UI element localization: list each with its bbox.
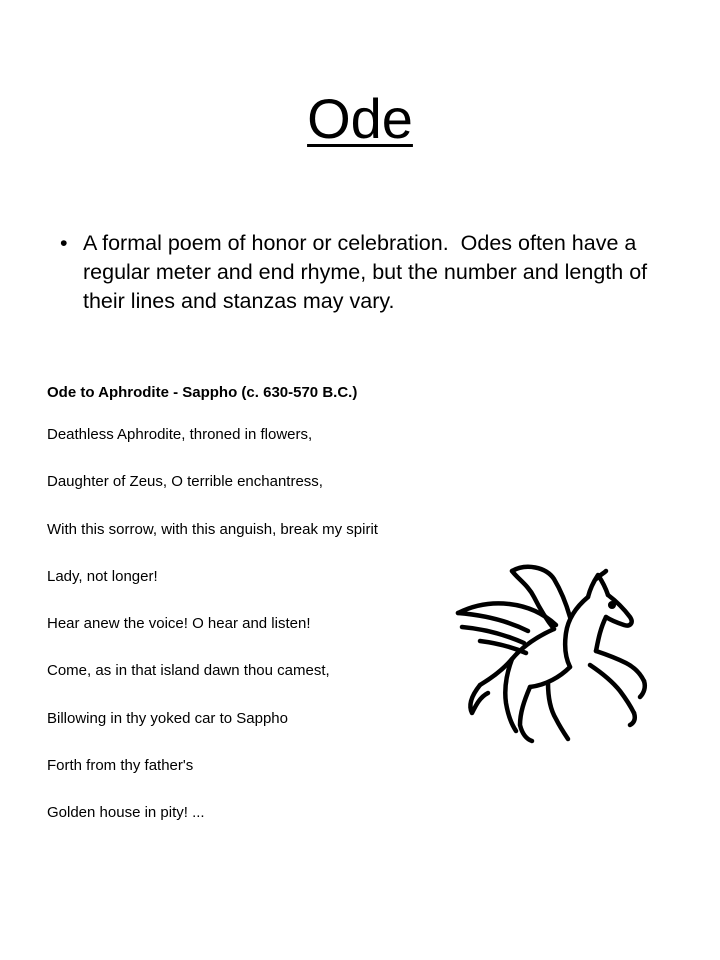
pegasus-icon [450,555,660,745]
poem-heading: Ode to Aphrodite - Sappho (c. 630-570 B.C.) [47,384,358,401]
slide-title [0,84,720,154]
poem-line: Hear anew the voice! O hear and listen! [47,615,311,633]
poem-line: Deathless Aphrodite, throned in flowers, [47,426,313,443]
poem-line: Lady, not longer! [47,567,158,585]
poem-lines [47,425,378,851]
definition-bullet [60,229,680,316]
poem-line: Forth from thy father's [47,757,194,775]
poem-line: With this sorrow, with this anguish, break my spirit [47,520,378,538]
poem-line: Come, as in that island dawn thou camest, [47,662,330,680]
definition-text: A formal poem of honor or celebration. Odes often have a regular meter and end rhyme, but the number and length of their lines and stanzas may vary. [83,231,654,313]
poem-line: Golden house in pity! ... [47,804,205,822]
poem-line: Daughter of Zeus, O terrible enchantress, [47,473,323,491]
poem-line: Billowing in thy yoked car to Sappho [47,709,288,727]
bullet-marker: • [60,231,68,255]
slide-title-text: Ode [307,87,413,150]
